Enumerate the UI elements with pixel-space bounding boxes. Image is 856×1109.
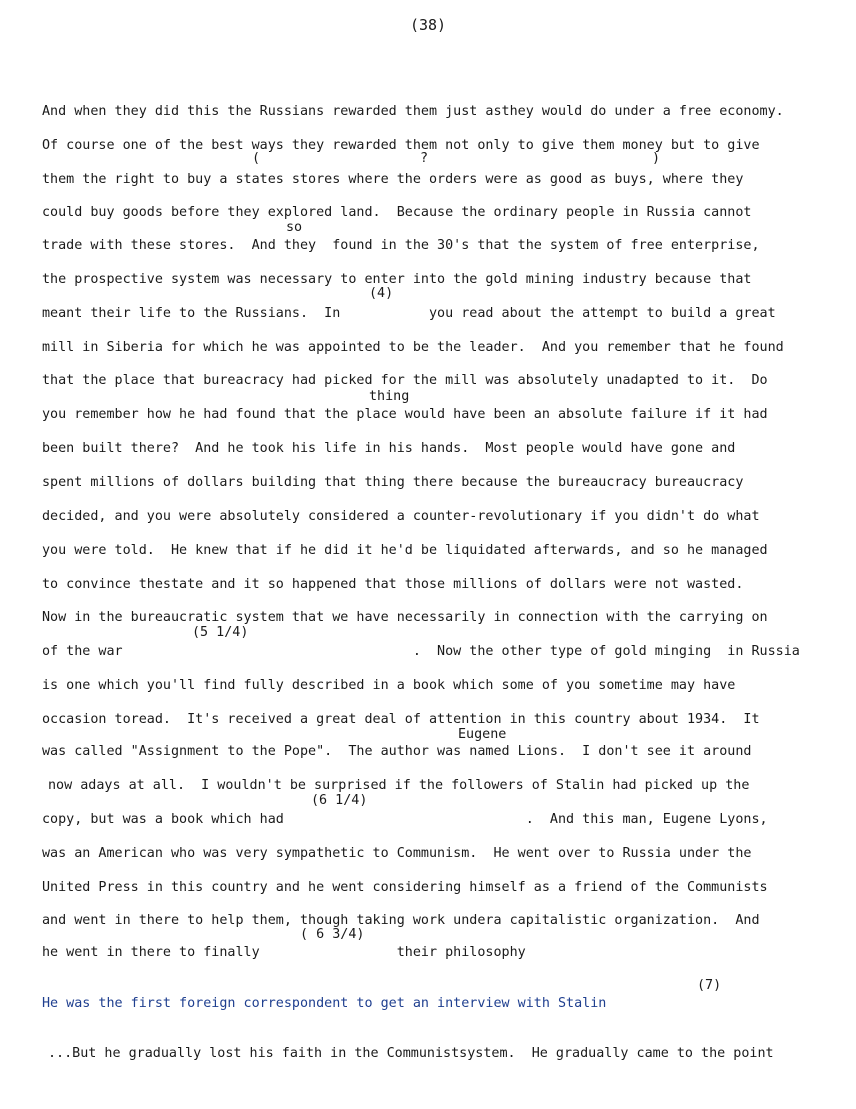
margin-note: (7) — [697, 978, 722, 993]
text-line: you remember how he had found that the place would have been an absolute failure if it had — [42, 407, 768, 422]
margin-note: (4) — [369, 286, 394, 301]
text-line: the prospective system was necessary to enter into the gold mining industry because that — [42, 272, 752, 287]
text-line: them the right to buy a states stores where the orders were as good as buys, where they — [42, 172, 744, 187]
margin-note: ? — [420, 151, 429, 166]
text-line: and went in there to help them, though taking work undera capitalistic organization. And — [42, 913, 760, 928]
text-line: Of course one of the best ways they rewarded them not only to give them money but to give — [42, 138, 760, 153]
page-number: (38) — [409, 16, 447, 34]
text-line: Now in the bureaucratic system that we have necessarily in connection with the carrying on — [42, 610, 768, 625]
text-line: been built there? And he took his life in his hands. Most people would have gone and — [42, 441, 736, 456]
text-line: ...But he gradually lost his faith in the Communistsystem. He gradually came to the point — [48, 1046, 774, 1061]
margin-note: thing — [369, 389, 410, 404]
margin-note: (5 1/4) — [192, 625, 249, 640]
margin-note: (6 1/4) — [311, 793, 368, 808]
text-line: And when they did this the Russians rewarded them just asthey would do under a free economy. — [42, 104, 784, 119]
text-line: now adays at all. I wouldn't be surprised if the followers of Stalin had picked up the — [48, 778, 750, 793]
margin-note: ) — [652, 151, 661, 166]
margin-note: Eugene — [458, 727, 507, 742]
text-line: is one which you'll find fully described in a book which some of you sometime may have — [42, 678, 736, 693]
text-line: was an American who was very sympathetic to Communism. He went over to Russia under the — [42, 846, 752, 861]
text-line: he went in there to finally their philosophy — [42, 945, 526, 960]
text-line: was called "Assignment to the Pope". The author was named Lions. I don't see it around — [42, 744, 752, 759]
text-line: trade with these stores. And they found in the 30's that the system of free enterprise, — [42, 238, 760, 253]
text-line: decided, and you were absolutely considered a counter-revolutionary if you didn't do what — [42, 509, 760, 524]
text-line: of the war . Now the other type of gold minging in Russia — [42, 644, 800, 659]
text-line: United Press in this country and he went considering himself as a friend of the Communists — [42, 880, 768, 895]
text-line: He was the first foreign correspondent to get an interview with Stalin — [42, 996, 607, 1011]
text-line: mill in Siberia for which he was appointed to be the leader. And you remember that he found — [42, 340, 784, 355]
margin-note: ( — [252, 151, 261, 166]
text-line: could buy goods before they explored land. Because the ordinary people in Russia cannot — [42, 205, 752, 220]
margin-note: ( 6 3/4) — [300, 927, 365, 942]
text-line: occasion toread. It's received a great deal of attention in this country about 1934. It — [42, 712, 760, 727]
text-line: copy, but was a book which had . And this man, Eugene Lyons, — [42, 812, 768, 827]
text-line: that the place that bureacracy had picked for the mill was absolutely unadapted to it. Do — [42, 373, 768, 388]
text-line: meant their life to the Russians. In you read about the attempt to build a great — [42, 306, 776, 321]
text-line: you were told. He knew that if he did it he'd be liquidated afterwards, and so he managed — [42, 543, 768, 558]
margin-note: so — [286, 220, 303, 235]
text-line: to convince thestate and it so happened that those millions of dollars were not wasted. — [42, 577, 744, 592]
text-line: spent millions of dollars building that thing there because the bureaucracy bureaucracy — [42, 475, 744, 490]
